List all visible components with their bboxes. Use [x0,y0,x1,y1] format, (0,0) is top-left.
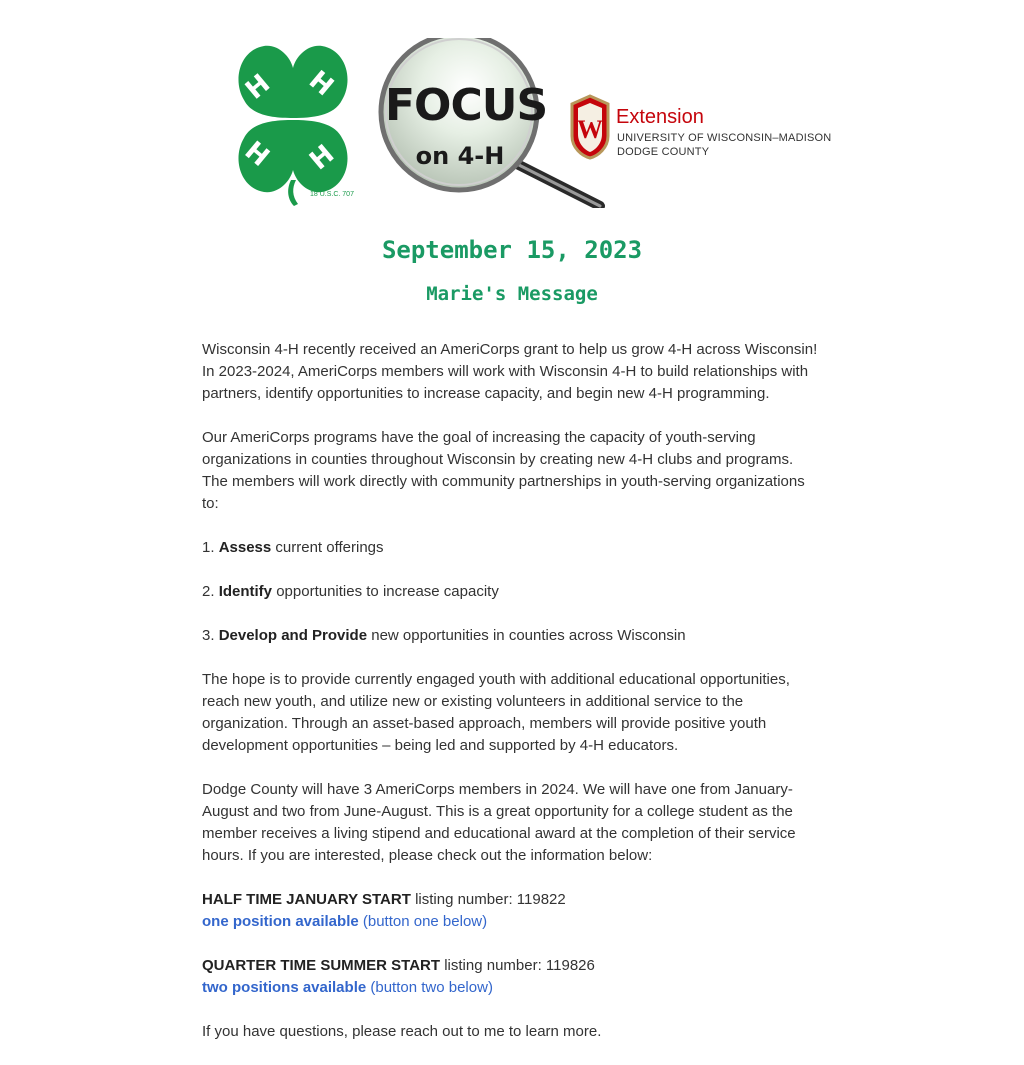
list-item: 2. Identify opportunities to increase capacity [202,583,499,600]
listing-number: listing number: 119822 [415,891,566,908]
position-heading: QUARTER TIME SUMMER START [202,957,441,974]
newsletter-date: September 15, 2023 [381,236,643,264]
message-body [202,339,822,1065]
page-title: Marie's Message [426,283,598,305]
4h-clover-logo [214,40,372,206]
position-quarter-time [202,955,822,999]
position-note: (button two below) [370,979,493,996]
position-half-time [202,889,822,933]
position-note: (button one below) [362,913,488,930]
svg-text:H: H [304,139,341,177]
extension-county: DODGE COUNTY [617,146,710,158]
extension-university: UNIVERSITY OF WISCONSIN–MADISON [617,132,832,144]
header-banner [210,36,832,208]
svg-text:H: H [302,65,339,103]
uw-crest-icon [568,92,612,160]
clover-legal-text: 18 U.S.C. 707 [310,191,354,198]
listing-number: listing number: 119826 [444,957,595,974]
uw-extension-logo [568,92,832,162]
closing-text: If you have questions, please reach out to me to learn more. [202,1023,602,1040]
focus-logo-subtext: on 4-H [415,142,505,170]
focus-logo-text: FOCUS [385,80,548,131]
position-link[interactable]: one position available [202,913,359,930]
svg-text:W: W [577,115,603,144]
list-item: 3. Develop and Provide new opportunities in counties across Wisconsin [202,627,686,644]
extension-name: Extension [616,106,704,128]
paragraph-dodge-county: Dodge County will have 3 AmeriCorps members in 2024. We will have one from January-August and two from June-August. This is a great opportunity for a college student as the member receives a living stipend and educational award at the completion of their service hours. If you are interested, please check out the information below: [202,781,796,864]
list-item: 1. Assess current offerings [202,539,384,556]
paragraph-goals: Our AmeriCorps programs have the goal of increasing the capacity of youth-serving organizations in counties throughout Wisconsin by creating new 4-H clubs and programs. The members will work directly with community partnerships in youth-serving organizations to: [202,429,805,512]
svg-text:H: H [240,68,276,106]
position-link[interactable]: two positions available [202,979,367,996]
paragraph-hope: The hope is to provide currently engaged youth with additional educational opportunities, reach new youth, and utilize new or existing volunteers in additional service to the organization. Through an asset-based approach, members will provide positive youth development opportunities – being led and supported by 4-H educators. [202,671,790,754]
paragraph-intro: Wisconsin 4-H recently received an AmeriCorps grant to help us grow 4-H across Wisconsin! In 2023-2024, AmeriCorps members will work with Wisconsin 4-H to build relationships with partners, identify opportunities to increase capacity, and begin new 4-H programming. [202,341,818,402]
position-heading: HALF TIME JANUARY START [202,891,411,908]
svg-text:H: H [238,135,275,173]
